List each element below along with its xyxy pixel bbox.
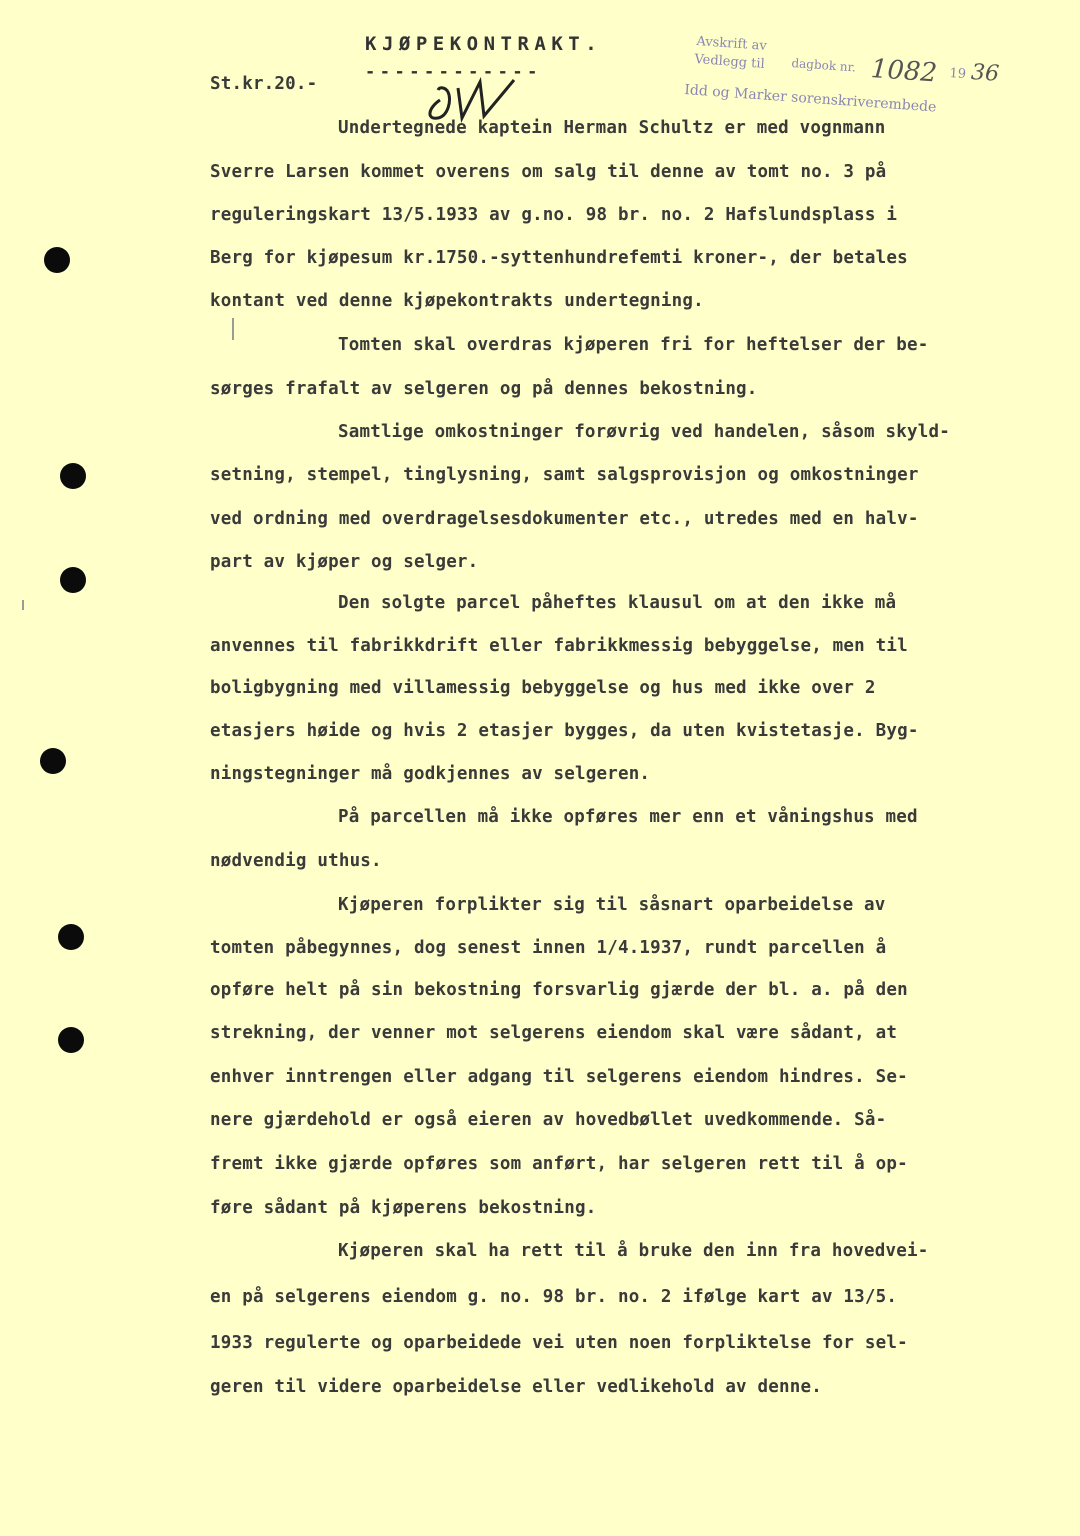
handwritten-initials	[418, 70, 528, 125]
text-line: boligbygning med villamessig bebyggelse og hus med ikke over 2	[210, 678, 876, 698]
archive-stamp-line2: Vedlegg til	[693, 52, 766, 72]
punch-hole	[58, 1027, 84, 1053]
text-line: anvennes til fabrikkdrift eller fabrikkmessig bebyggelse, men til	[210, 636, 908, 656]
text-line: Tomten skal overdras kjøperen fri for heftelser der be-	[338, 335, 929, 355]
archive-stamp-line1: Avskrift av	[695, 34, 768, 54]
text-line: setning, stempel, tinglysning, samt salgsprovisjon og omkostninger	[210, 465, 919, 485]
text-line: nødvendig uthus.	[210, 851, 382, 871]
archive-stamp-year: 36	[970, 60, 1000, 87]
margin-mark	[232, 318, 234, 340]
text-line: kontant ved denne kjøpekontrakts undertegning.	[210, 291, 704, 311]
margin-mark	[22, 600, 24, 610]
text-line: sørges frafalt av selgeren og på dennes bekostning.	[210, 379, 758, 399]
punch-hole	[60, 463, 86, 489]
text-line: strekning, der venner mot selgerens eiendom skal være sådant, at	[210, 1023, 898, 1043]
text-line: Kjøperen forplikter sig til såsnart oparbeidelse av	[338, 895, 886, 915]
text-line: Den solgte parcel påheftes klausul om at den ikke må	[338, 593, 897, 613]
archive-stamp-year-prefix: 19	[948, 66, 967, 83]
archive-stamp-number: 1082	[869, 54, 939, 89]
archive-stamp-line3: dagbok nr.	[791, 56, 857, 75]
text-line: en på selgerens eiendom g. no. 98 br. no. 2 ifølge kart av 13/5.	[210, 1287, 898, 1307]
text-line: tomten påbegynnes, dog senest innen 1/4.1937, rundt parcellen å	[210, 938, 887, 958]
punch-hole	[40, 748, 66, 774]
punch-hole	[58, 924, 84, 950]
archive-stamp-line4: Idd og Marker sorenskriverembede	[683, 82, 937, 116]
text-line: part av kjøper og selger.	[210, 552, 479, 572]
text-line: nere gjærdehold er også eieren av hovedbøllet uvedkommende. Så-	[210, 1110, 887, 1130]
text-line: Sverre Larsen kommet overens om salg til denne av tomt no. 3 på	[210, 162, 887, 182]
text-line: ningstegninger må godkjennes av selgeren.	[210, 764, 651, 784]
text-line: opføre helt på sin bekostning forsvarlig gjærde der bl. a. på den	[210, 980, 908, 1000]
text-line: På parcellen må ikke opføres mer enn et våningshus med	[338, 807, 918, 827]
text-line: Undertegnede kaptein Herman Schultz er med vognmann	[338, 118, 886, 138]
text-line: geren til videre oparbeidelse eller vedlikehold av denne.	[210, 1377, 822, 1397]
text-line: reguleringskart 13/5.1933 av g.no. 98 br. no. 2 Hafslundsplass i	[210, 205, 898, 225]
text-line: ved ordning med overdragelsesdokumenter etc., utredes med en halv-	[210, 509, 919, 529]
text-line: fremt ikke gjærde opføres som anført, har selgeren rett til å op-	[210, 1154, 908, 1174]
document-title: KJØPEKONTRAKT.	[365, 33, 603, 55]
stamp-fee: St.kr.20.-	[210, 74, 318, 94]
punch-hole	[44, 247, 70, 273]
text-line: etasjers høide og hvis 2 etasjer bygges, da uten kvistetasje. Byg-	[210, 721, 919, 741]
text-line: Berg for kjøpesum kr.1750.-syttenhundrefemti kroner-, der betales	[210, 248, 908, 268]
text-line: enhver inntrengen eller adgang til selgerens eiendom hindres. Se-	[210, 1067, 908, 1087]
punch-hole	[60, 567, 86, 593]
text-line: føre sådant på kjøperens bekostning.	[210, 1198, 597, 1218]
text-line: Samtlige omkostninger forøvrig ved handelen, såsom skyld-	[338, 422, 950, 442]
text-line: 1933 regulerte og oparbeidede vei uten noen forpliktelse for sel-	[210, 1333, 908, 1353]
text-line: Kjøperen skal ha rett til å bruke den inn fra hovedvei-	[338, 1241, 929, 1261]
title-underline: ------------	[365, 62, 542, 82]
